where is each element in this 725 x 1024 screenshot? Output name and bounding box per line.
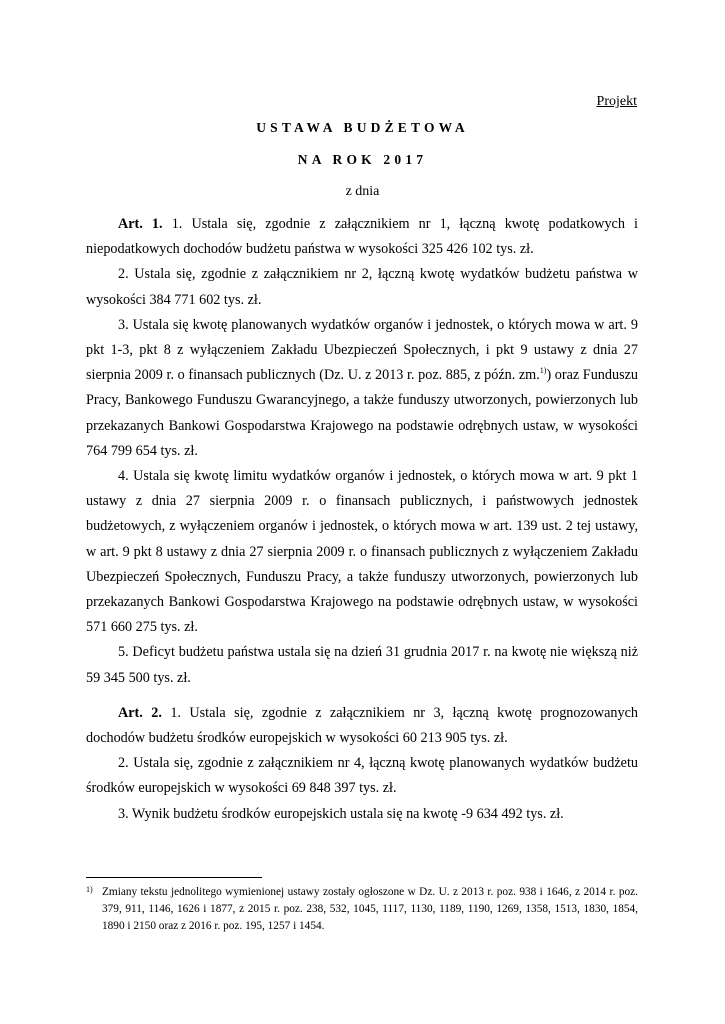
article-1-paragraph-2: 2. Ustala się, zgodnie z załącznikiem nr 2, łączną kwotę wydatków budżetu państwa w wysokości 384 771 602 tys. zł. xyxy=(86,266,638,308)
footnote-separator xyxy=(86,877,262,878)
footnote xyxy=(86,884,638,935)
draft-label: Projekt xyxy=(596,94,637,109)
article-1-label: Art. 1. xyxy=(118,216,163,232)
document-body xyxy=(86,212,638,827)
footnote-text: Zmiany tekstu jednolitego wymienionej ustawy zostały ogłoszone w Dz. U. z 2013 r. poz. 938 i 1646, z 2014 r. poz. 379, 911, 1146, 1626 i 1877, z 2015 r. poz. 238, 532, 1045, 1117, 1130, 1189, 1190, 1269, 1358, 1513, 1830, 1854, 1890 i 2150 oraz z 2016 r. poz. 195, 1257 i 1454. xyxy=(102,886,638,932)
article-2-paragraph-2: 2. Ustala się, zgodnie z załącznikiem nr 4, łączną kwotę planowanych wydatków budżetu środków europejskich w wysokości 69 848 397 tys. zł. xyxy=(86,755,638,797)
article-2-label: Art. 2. xyxy=(118,704,162,721)
article-1-paragraph-3: 3. Ustala się kwotę planowanych wydatków organów i jednostek, o których mowa w art. 9 pkt 1-3, pkt 8 z wyłączeniem Zakładu Ubezpieczeń Społecznych, i pkt 9 ustawy z dnia 27 sierpnia 2009 r. o finansach publicznych (Dz. U. z 2013 r. poz. 885, z późn. zm.$^{1)}$) oraz Funduszu Pracy, Bankowego Funduszu Gwarancyjnego, a także funduszy utworzonych, powierzonych lub przekazanych Bankowi Gospodarstwa Krajowego na podstawie odrębnych ustaw, w wysokości 764 799 654 tys. zł. xyxy=(86,316,638,459)
article-2-paragraph-1: Art. 2. 1. Ustala się, zgodnie z załącznikiem nr 3, łączną kwotę prognozowanych dochodów budżetu środków europejskich w wysokości 60 213 905 tys. zł. xyxy=(86,704,638,747)
document-title: USTAWA BUDŻETOWA xyxy=(256,120,469,135)
footnote-mark: 1) xyxy=(86,885,93,894)
article-2-paragraph-3: 3. Wynik budżetu środków europejskich ustala się na kwotę -9 634 492 tys. zł. xyxy=(118,805,564,822)
article-1-paragraph-5: 5. Deficyt budżetu państwa ustala się na dzień 31 grudnia 2017 r. na kwotę nie większą niż 59 345 500 tys. zł. xyxy=(86,644,638,686)
document-subtitle: NA ROK 2017 xyxy=(297,152,428,167)
article-1-paragraph-4: 4. Ustala się kwotę limitu wydatków organów i jednostek, o których mowa w art. 9 pkt 1 ustawy z dnia 27 sierpnia 2009 r. o finansach publicznych, i państwowych jednostek budżetowych, z wyłączeniem organów i jednostek, o których mowa w art. 139 ust. 2 tej ustawy, w art. 9 pkt 8 ustawy z dnia 27 sierpnia 2009 r. o finansach publicznych z wyłączeniem Zakładu Ubezpieczeń Społecznych, Funduszu Pracy, a także funduszy utworzonych, powierzonych lub przekazanych Bankowi Gospodarstwa Krajowego na podstawie odrębnych ustaw, w wysokości 571 660 275 tys. zł. xyxy=(86,468,638,636)
article-1-paragraph-1: Art. 1. 1. Ustala się, zgodnie z załącznikiem nr 1, łączną kwotę podatkowych i niepodatkowych dochodów budżetu państwa w wysokości 325 426 102 tys. zł. xyxy=(86,216,638,258)
date-line: z dnia xyxy=(345,184,380,199)
footnote-reference[interactable]: 1) xyxy=(539,366,547,376)
